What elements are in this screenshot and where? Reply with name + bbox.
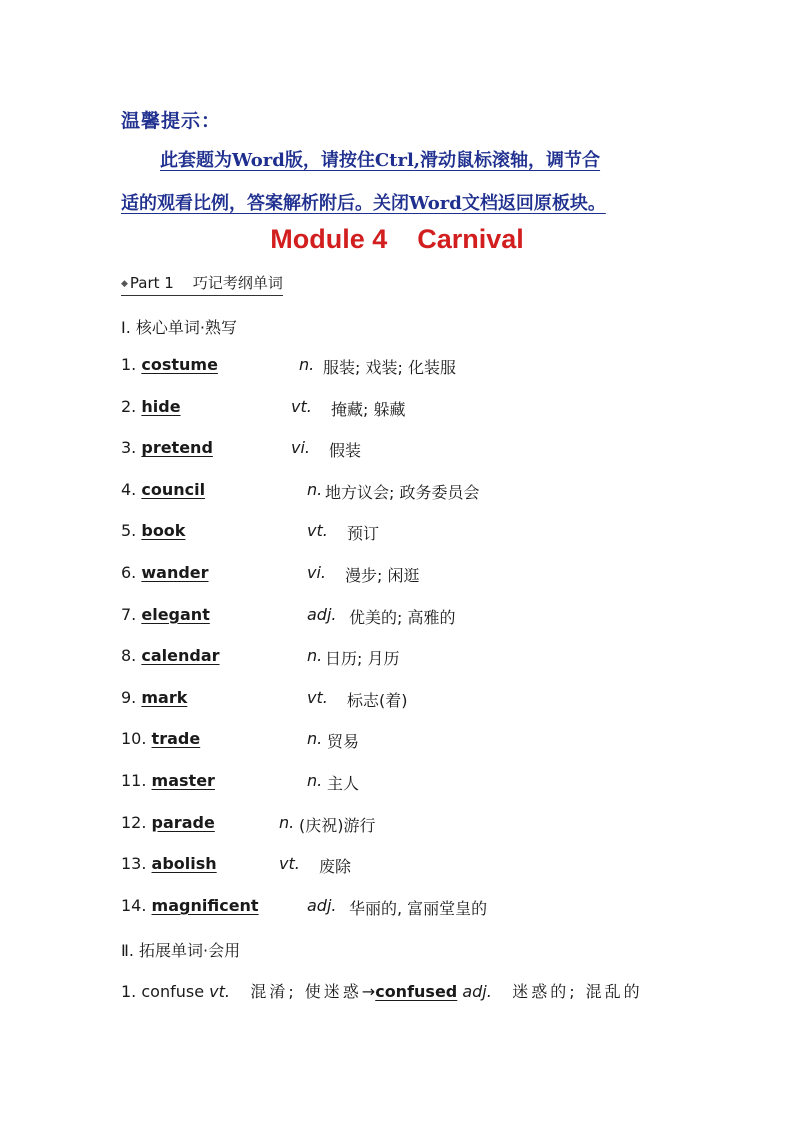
- vocab-part-of-speech: vt.: [279, 854, 300, 874]
- vocab-part-of-speech: adj.: [307, 895, 337, 915]
- part-header: [121, 272, 283, 296]
- arrow-icon: →: [361, 982, 376, 1001]
- vocab-word: council: [141, 479, 206, 499]
- vocab-part-of-speech: adj.: [307, 604, 337, 624]
- vocab-item: [121, 438, 681, 462]
- vocab-part-of-speech: n.: [307, 479, 323, 499]
- vocab-part-of-speech: n.: [279, 812, 295, 832]
- vocab-meaning: 地方议会; 政务委员会: [325, 482, 480, 502]
- extended-base-meaning: 混淆; 使迷惑: [250, 982, 362, 1001]
- module-title: Module 4 Carnival: [270, 224, 524, 254]
- vocab-word: abolish: [151, 854, 217, 874]
- vocab-number-word: [121, 646, 220, 665]
- vocab-word: book: [141, 521, 186, 541]
- vocab-meaning: 华丽的, 富丽堂皇的: [349, 898, 488, 918]
- vocab-word: magnificent: [151, 895, 259, 915]
- extended-item: [121, 979, 643, 1002]
- section-header-core-words: Ⅰ. 核心单词·熟写: [121, 318, 237, 337]
- vocab-item: [121, 688, 681, 712]
- vocab-word: costume: [141, 355, 218, 374]
- tip-line-1: 此套题为Word版，请按住Ctrl,滑动鼠标滚轴，调节合: [160, 150, 601, 171]
- vocab-number: 12.: [121, 812, 147, 832]
- vocab-number-word: [121, 771, 215, 790]
- vocab-number: 9.: [121, 687, 137, 707]
- vocab-word: wander: [141, 563, 209, 582]
- section-header-extended-words: Ⅱ. 拓展单词·会用: [121, 941, 241, 960]
- vocab-word: pretend: [141, 438, 213, 458]
- vocab-part-of-speech: vt.: [291, 396, 312, 416]
- vocab-number-word: [121, 355, 218, 374]
- vocab-item: [121, 521, 681, 545]
- vocab-meaning: 服装; 戏装; 化装服: [323, 358, 456, 377]
- vocab-number: 2.: [121, 396, 137, 416]
- vocab-item: [121, 480, 681, 504]
- vocab-part-of-speech: n.: [307, 729, 323, 749]
- vocab-word: hide: [141, 396, 181, 416]
- vocab-item: [121, 646, 681, 670]
- vocab-meaning: (庆祝)游行: [299, 815, 376, 835]
- vocab-number: 5.: [121, 521, 137, 541]
- vocab-word: master: [151, 771, 215, 790]
- vocab-number: 6.: [121, 563, 137, 582]
- vocab-number: 14.: [121, 895, 147, 915]
- extended-derived-meaning: 迷惑的; 混乱的: [512, 982, 643, 1001]
- vocab-word: elegant: [141, 604, 210, 624]
- vocab-number-word: [121, 480, 205, 499]
- vocab-number: 13.: [121, 854, 147, 874]
- vocab-word: trade: [151, 729, 201, 749]
- vocab-number: 8.: [121, 646, 137, 666]
- vocab-number-word: [121, 688, 187, 707]
- vocab-number-word: [121, 397, 181, 416]
- vocab-part-of-speech: vt.: [307, 687, 328, 707]
- vocab-number: 1.: [121, 355, 137, 374]
- vocab-number-word: [121, 438, 213, 457]
- vocab-meaning: 掩藏; 躲藏: [331, 399, 406, 419]
- vocab-number: 4.: [121, 479, 137, 499]
- vocab-part-of-speech: n.: [307, 771, 323, 790]
- diamond-icon: ◆: [121, 279, 128, 289]
- vocab-number-word: [121, 729, 200, 748]
- vocab-item: [121, 563, 681, 587]
- vocab-word: parade: [151, 812, 215, 832]
- vocab-number: 11.: [121, 771, 147, 790]
- vocab-number-word: [121, 521, 185, 540]
- vocab-word: mark: [141, 687, 188, 707]
- vocab-meaning: 贸易: [327, 732, 360, 752]
- extended-base-word: confuse: [141, 982, 205, 1001]
- tip-title: 温馨提示：: [121, 110, 222, 132]
- extended-num: 1.: [121, 982, 137, 1001]
- vocab-item: [121, 355, 681, 379]
- vocab-item: [121, 397, 681, 421]
- vocab-item: [121, 605, 681, 629]
- vocab-item: [121, 729, 681, 753]
- vocab-number-word: [121, 854, 217, 873]
- vocab-part-of-speech: vt.: [307, 521, 328, 541]
- extended-derived-pos: adj.: [462, 982, 492, 1001]
- vocab-number: 10.: [121, 729, 147, 749]
- vocab-item: [121, 813, 681, 837]
- vocab-part-of-speech: n.: [299, 355, 315, 374]
- vocab-item: [121, 854, 681, 878]
- vocab-meaning: 优美的; 高雅的: [349, 607, 456, 627]
- vocab-meaning: 假装: [329, 441, 362, 461]
- vocab-number: 3.: [121, 438, 137, 458]
- vocab-word: calendar: [141, 646, 220, 666]
- vocab-part-of-speech: vi.: [307, 563, 326, 582]
- part-label: Part 1 巧记考纲单词: [129, 274, 283, 292]
- vocab-meaning: 标志(着): [347, 690, 408, 710]
- vocab-number-word: [121, 563, 209, 582]
- vocab-number-word: [121, 896, 259, 915]
- extended-base-pos: vt.: [209, 982, 230, 1001]
- vocab-meaning: 主人: [327, 774, 360, 793]
- vocab-meaning: 漫步; 闲逛: [345, 566, 420, 585]
- vocab-part-of-speech: vi.: [291, 438, 310, 458]
- vocab-meaning: 预订: [347, 524, 380, 544]
- vocab-number-word: [121, 813, 215, 832]
- vocab-number: 7.: [121, 604, 137, 624]
- vocab-number-word: [121, 605, 210, 624]
- vocab-meaning: 废除: [319, 857, 352, 877]
- vocab-meaning: 日历; 月历: [325, 649, 400, 669]
- extended-derived-word: confused: [375, 982, 458, 1001]
- vocab-part-of-speech: n.: [307, 646, 323, 666]
- tip-line-2: 适的观看比例，答案解析附后。关闭Word文档返回原板块。: [121, 193, 606, 214]
- vocab-item: [121, 771, 681, 795]
- vocab-item: [121, 896, 681, 920]
